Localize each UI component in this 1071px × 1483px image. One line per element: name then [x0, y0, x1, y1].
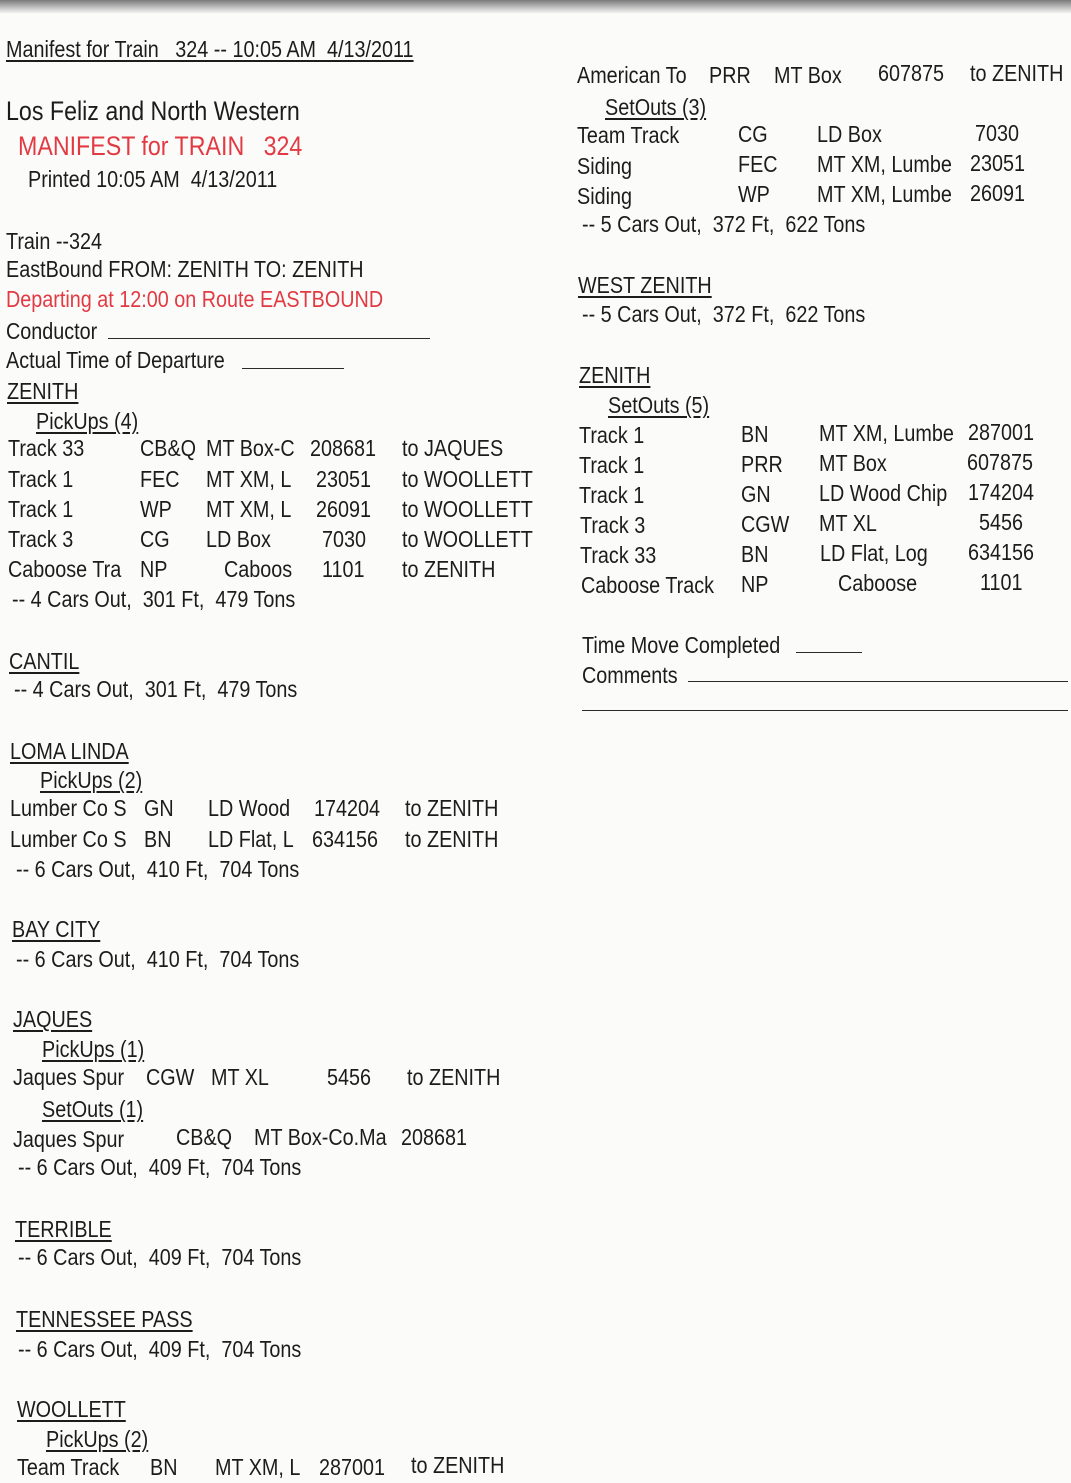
car-number: 607875: [878, 60, 945, 86]
station-cantil: CANTIL: [9, 648, 80, 674]
destination: to ZENITH: [970, 60, 1064, 86]
tennessee-pass-summary: -- 6 Cars Out, 409 Ft, 704 Tons: [18, 1336, 302, 1362]
car-type: MT Box-Co.Ma: [254, 1124, 387, 1150]
car-number: 26091: [970, 180, 1026, 206]
destination: to JAQUES: [402, 435, 504, 461]
jaques-summary: -- 6 Cars Out, 409 Ft, 704 Tons: [18, 1154, 302, 1180]
destination: to ZENITH: [407, 1064, 501, 1090]
printed-timestamp: Printed 10:05 AM 4/13/2011: [28, 166, 278, 192]
station-jaques: JAQUES: [13, 1006, 93, 1032]
track: Track 1: [8, 466, 74, 492]
road: PRR: [741, 451, 783, 477]
train-id: Train --324: [6, 228, 103, 254]
track: Track 1: [579, 452, 645, 478]
car-type: MT XM, L: [206, 496, 292, 522]
train-direction: EastBound FROM: ZENITH TO: ZENITH: [6, 256, 364, 282]
car-number: 1101: [980, 569, 1023, 595]
car-number: 634156: [312, 826, 379, 852]
car-number: 23051: [316, 466, 372, 492]
car-number: 287001: [319, 1454, 386, 1480]
car-type: MT XM, Lumbe: [817, 151, 952, 177]
time-move-blank: [796, 652, 862, 653]
car-type: MT XM, L: [215, 1454, 301, 1480]
car-type: LD Box: [206, 526, 271, 552]
destination: to ZENITH: [405, 826, 499, 852]
loma-pickups-label: PickUps (2): [40, 767, 143, 793]
track: Caboose Track: [581, 572, 715, 598]
time-move-label: Time Move Completed: [582, 632, 781, 658]
car-number: 5456: [327, 1064, 372, 1090]
manifest-title: MANIFEST for TRAIN 324: [18, 131, 303, 161]
station-bay-city: BAY CITY: [12, 916, 101, 942]
track: Lumber Co S: [10, 795, 127, 821]
car-type: MT Box: [819, 450, 887, 476]
track: Siding: [577, 183, 632, 209]
track: Track 33: [580, 542, 657, 568]
setouts-5-label: SetOuts (5): [608, 392, 710, 418]
car-type: MT Box: [774, 62, 842, 88]
road: CB&Q: [176, 1124, 233, 1150]
departing-info: Departing at 12:00 on Route EASTBOUND: [6, 286, 384, 312]
car-type: MT XM, Lumbe: [819, 420, 954, 446]
road: CGW: [741, 511, 790, 537]
car-number: 287001: [968, 419, 1035, 445]
station-woollett: WOOLLETT: [17, 1396, 126, 1422]
road: NP: [140, 556, 168, 582]
destination: to WOOLLETT: [402, 466, 533, 492]
road: GN: [741, 481, 771, 507]
track: Track 3: [8, 526, 74, 552]
loma-summary: -- 6 Cars Out, 410 Ft, 704 Tons: [16, 856, 300, 882]
track: Lumber Co S: [10, 826, 127, 852]
road: CGW: [146, 1064, 195, 1090]
road: CB&Q: [140, 435, 197, 461]
car-type: LD Box: [817, 121, 882, 147]
car-number: 634156: [968, 539, 1035, 565]
cantil-summary: -- 4 Cars Out, 301 Ft, 479 Tons: [14, 676, 298, 702]
setouts-3-summary: -- 5 Cars Out, 372 Ft, 622 Tons: [582, 211, 866, 237]
road: CG: [738, 121, 768, 147]
comments-blank-1: [688, 681, 1068, 682]
car-type: MT XL: [211, 1064, 269, 1090]
road: FEC: [140, 466, 180, 492]
scan-shadow: [0, 0, 1071, 14]
manifest-header-line: Manifest for Train 324 -- 10:05 AM 4/13/2011: [6, 36, 414, 62]
car-type: MT Box-C: [206, 435, 295, 461]
track: Caboose Tra: [8, 556, 122, 582]
station-loma-linda: LOMA LINDA: [10, 738, 129, 764]
station-west-zenith: WEST ZENITH: [578, 272, 712, 298]
road: WP: [140, 496, 172, 522]
car-type: LD Flat, L: [208, 826, 294, 852]
car-number: 5456: [979, 509, 1024, 535]
road: FEC: [738, 151, 778, 177]
destination: to ZENITH: [411, 1452, 505, 1478]
car-number: 26091: [316, 496, 372, 522]
car-type: MT XL: [819, 510, 877, 536]
station-tennessee-pass: TENNESSEE PASS: [16, 1306, 193, 1332]
road: BN: [741, 421, 769, 447]
west-zenith-summary: -- 5 Cars Out, 372 Ft, 622 Tons: [582, 301, 866, 327]
track: Track 1: [579, 422, 645, 448]
road: WP: [738, 181, 770, 207]
road: PRR: [709, 62, 751, 88]
track: Track 33: [8, 435, 85, 461]
departure-blank: [242, 368, 344, 369]
car-type: MT XM, L: [206, 466, 292, 492]
station-terrible: TERRIBLE: [15, 1216, 112, 1242]
car-number: 607875: [967, 449, 1034, 475]
jaques-pickups-label: PickUps (1): [42, 1036, 145, 1062]
track: Jaques Spur: [13, 1064, 125, 1090]
setouts-3-label: SetOuts (3): [605, 94, 707, 120]
car-number: 208681: [401, 1124, 468, 1150]
road: GN: [144, 795, 174, 821]
road: NP: [741, 571, 769, 597]
track: Siding: [577, 153, 632, 179]
road: CG: [140, 526, 170, 552]
comments-blank-2: [582, 710, 1068, 711]
car-type: MT XM, Lumbe: [817, 181, 952, 207]
track: Team Track: [17, 1454, 120, 1480]
comments-label: Comments: [582, 662, 678, 688]
railroad-name: Los Feliz and North Western: [6, 96, 300, 126]
conductor-label: Conductor: [6, 318, 98, 344]
track: Track 1: [579, 482, 645, 508]
zenith-summary: -- 4 Cars Out, 301 Ft, 479 Tons: [12, 586, 296, 612]
road: BN: [144, 826, 172, 852]
track: Team Track: [577, 122, 680, 148]
track: Track 3: [580, 512, 646, 538]
car-number: 1101: [322, 556, 365, 582]
destination: to WOOLLETT: [402, 526, 533, 552]
destination: to ZENITH: [402, 556, 496, 582]
track: Track 1: [8, 496, 74, 522]
destination: to ZENITH: [405, 795, 499, 821]
car-type: Caboos: [224, 556, 293, 582]
car-number: 174204: [314, 795, 381, 821]
car-number: 208681: [310, 435, 377, 461]
car-type: LD Flat, Log: [820, 540, 928, 566]
zenith-pickups-label: PickUps (4): [36, 408, 139, 434]
car-number: 23051: [970, 150, 1026, 176]
station-zenith: ZENITH: [7, 378, 79, 404]
car-type: LD Wood Chip: [819, 480, 948, 506]
road: BN: [741, 541, 769, 567]
station-zenith-final: ZENITH: [579, 362, 651, 388]
bay-city-summary: -- 6 Cars Out, 410 Ft, 704 Tons: [16, 946, 300, 972]
road: BN: [150, 1454, 178, 1480]
jaques-setouts-label: SetOuts (1): [42, 1096, 144, 1122]
car-number: 174204: [968, 479, 1035, 505]
car-number: 7030: [975, 120, 1020, 146]
terrible-summary: -- 6 Cars Out, 409 Ft, 704 Tons: [18, 1244, 302, 1270]
car-type: LD Wood: [208, 795, 291, 821]
car-number: 7030: [322, 526, 367, 552]
track: Jaques Spur: [13, 1126, 125, 1152]
car-type: Caboose: [838, 570, 918, 596]
destination: to WOOLLETT: [402, 496, 533, 522]
woollett-pickups-label: PickUps (2): [46, 1426, 149, 1452]
track: American To: [577, 62, 687, 88]
departure-label: Actual Time of Departure: [6, 347, 225, 373]
conductor-blank: [108, 338, 430, 339]
